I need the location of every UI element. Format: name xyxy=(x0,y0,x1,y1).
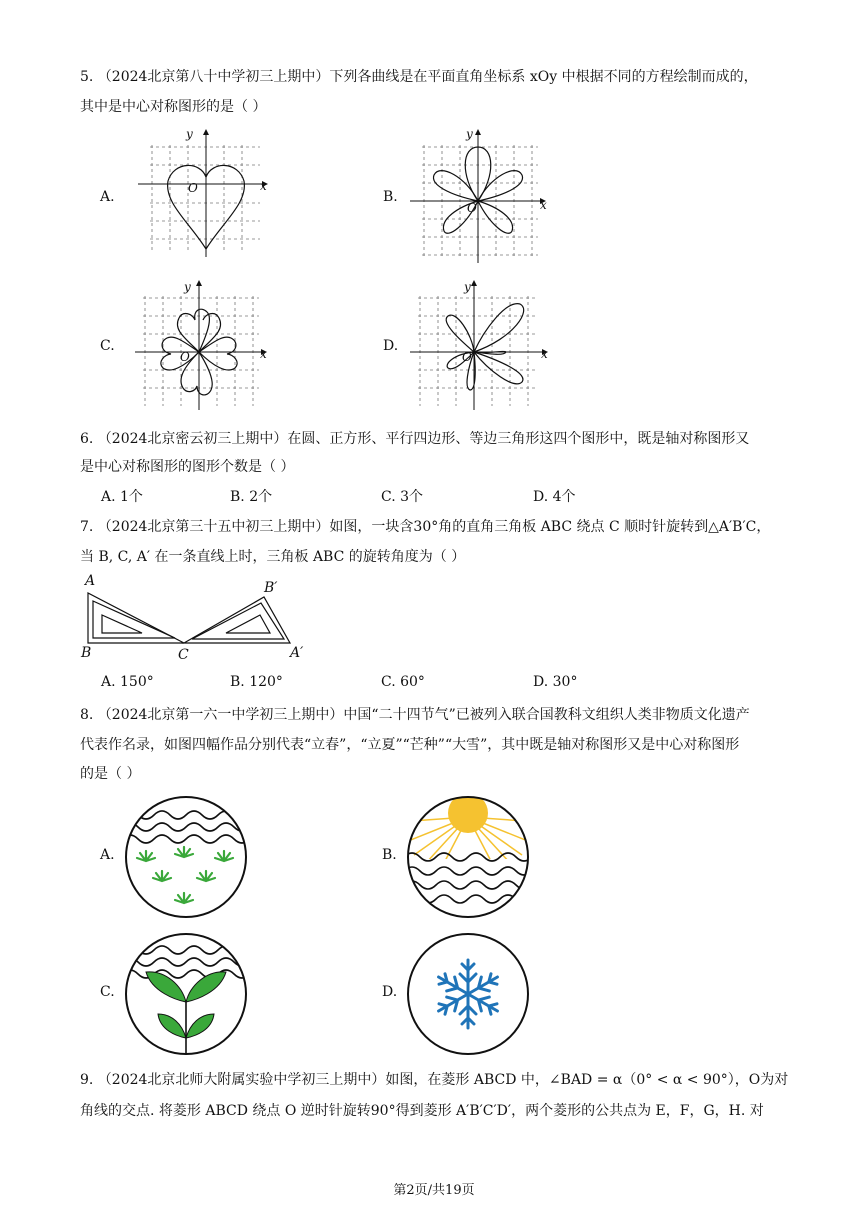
q7-line2: 当 B, C, A′ 在一条直线上时，三角板 ABC 的旋转角度为（ ） xyxy=(80,549,466,565)
q8-line1: 8. （2024北京第一六一中学初三上期中）中国“二十四节气”已被列入联合国教科文组织人类非物质文化遗产 xyxy=(80,707,750,723)
q6-option-b[interactable]: B. 2个 xyxy=(230,489,273,505)
q8-circle-snowflake xyxy=(404,930,532,1058)
q8-circle-sun-waves xyxy=(404,793,532,921)
q6-line2: 是中心对称图形的图形个数是（ ） xyxy=(80,459,295,475)
q8-circle-sprout xyxy=(122,930,250,1058)
page-footer: 第2页/共19页 xyxy=(393,1183,475,1198)
q5-graph-rose-skew xyxy=(410,278,555,413)
q5-option-a[interactable]: A. xyxy=(100,189,115,205)
q7-option-b[interactable]: B. 120° xyxy=(230,674,283,690)
q7-point-b: B xyxy=(81,645,92,661)
q5a-y-label: y xyxy=(186,127,193,141)
q5-line2: 其中是中心对称图形的是（ ） xyxy=(80,99,267,115)
q7-option-c[interactable]: C. 60° xyxy=(381,674,425,690)
q5b-y-label: y xyxy=(466,127,473,141)
q5c-x-label: x xyxy=(260,347,267,361)
q5-option-d[interactable]: D. xyxy=(383,338,399,354)
q5-line1: 5. （2024北京第八十中学初三上期中）下列各曲线是在平面直角坐标系 xOy 中根据不同的方程绘制而成的， xyxy=(80,69,758,85)
q5a-x-label: x xyxy=(260,179,267,193)
q5d-x-label: x xyxy=(541,347,548,361)
q5d-origin-label: O xyxy=(462,350,472,364)
q7-option-d[interactable]: D. 30° xyxy=(533,674,578,690)
q6-option-d[interactable]: D. 4个 xyxy=(533,489,576,505)
q8-option-a[interactable]: A. xyxy=(100,847,115,863)
q8-option-b[interactable]: B. xyxy=(382,847,397,863)
q9-line2: 角线的交点. 将菱形 ABCD 绕点 O 逆时针旋转90°得到菱形 A′B′C′D′，两个菱形的公共点为 E，F，G，H. 对 xyxy=(80,1103,764,1119)
q6-option-a[interactable]: A. 1个 xyxy=(101,489,143,505)
q8-circle-waves-grass xyxy=(122,793,250,921)
q5-graph-rose5 xyxy=(410,125,550,265)
q6-option-c[interactable]: C. 3个 xyxy=(381,489,424,505)
q5-graph-heart xyxy=(130,125,275,260)
q7-point-c: C xyxy=(178,647,189,663)
q7-point-b-prime: B′ xyxy=(264,580,278,596)
q7-line1: 7. （2024北京第三十五中初三上期中）如图，一块含30°角的直角三角板 ABC 绕点 C 顺时针旋转到△A′B′C， xyxy=(80,519,771,535)
q7-point-a: A xyxy=(85,573,96,589)
q5-graph-clover xyxy=(135,278,275,413)
q7-option-a[interactable]: A. 150° xyxy=(101,674,154,690)
q6-line1: 6. （2024北京密云初三上期中）在圆、正方形、平行四边形、等边三角形这四个图形中，既是轴对称图形又 xyxy=(80,431,750,447)
q5b-origin-label: O xyxy=(467,201,477,215)
q5a-origin-label: O xyxy=(188,181,198,195)
q8-option-d[interactable]: D. xyxy=(382,984,398,1000)
q5d-y-label: y xyxy=(464,280,471,294)
q5-option-c[interactable]: C. xyxy=(100,338,115,354)
q8-line2: 代表作名录，如图四幅作品分别代表“立春”，“立夏”“芒种”“大雪”，其中既是轴对称图形又是中心对称图形 xyxy=(80,737,740,753)
q8-line3: 的是（ ） xyxy=(80,766,141,782)
q5-option-b[interactable]: B. xyxy=(383,189,398,205)
q7-point-a-prime: A′ xyxy=(290,645,304,661)
q5c-y-label: y xyxy=(184,280,191,294)
q5b-x-label: x xyxy=(540,198,547,212)
q5c-origin-label: O xyxy=(180,350,190,364)
q8-option-c[interactable]: C. xyxy=(100,984,115,1000)
q9-line1: 9. （2024北京北师大附属实验中学初三上期中）如图，在菱形 ABCD 中，∠BAD = α（0° < α < 90°），O为对 xyxy=(80,1072,789,1088)
